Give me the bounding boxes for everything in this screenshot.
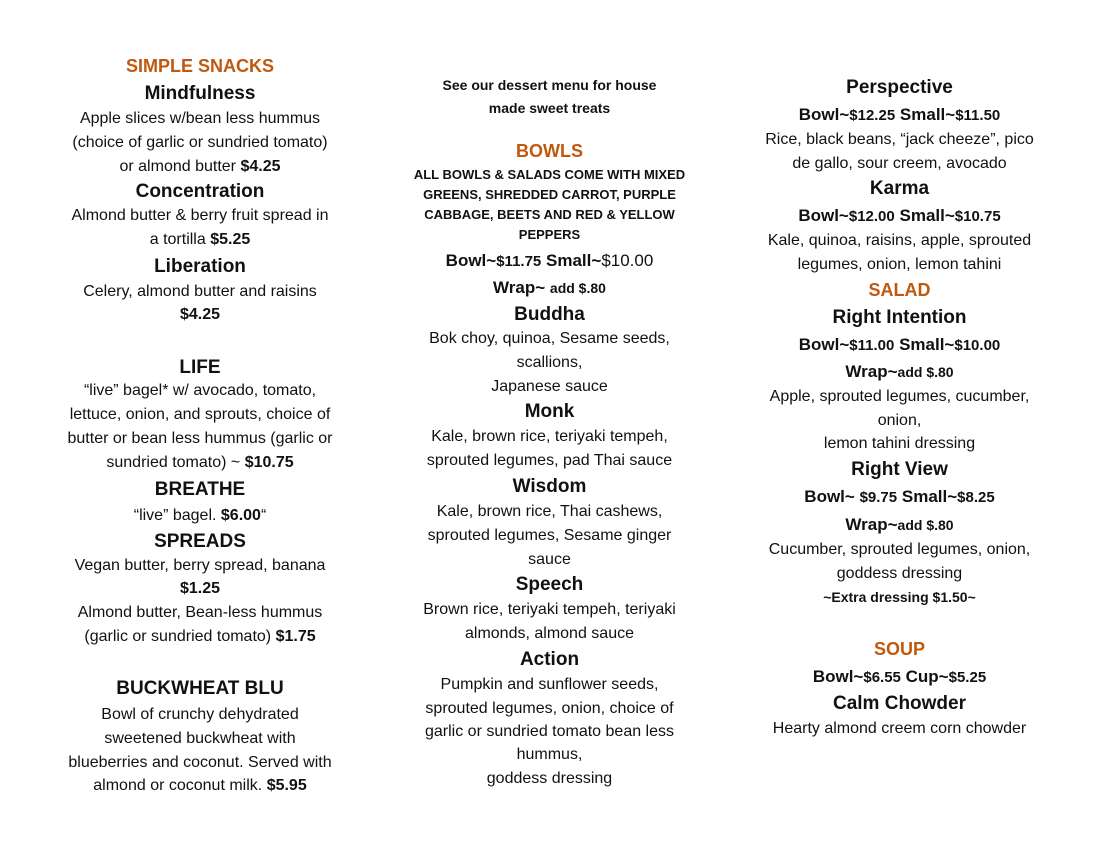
item-desc-line: Vegan butter, berry spread, banana — [74, 557, 326, 574]
item-desc-line: lettuce, onion, and sprouts, choice of — [69, 406, 331, 423]
bowl-label: Bowl~ — [798, 105, 850, 124]
item-title-speech: Speech — [515, 574, 584, 595]
bowl-price: $9.75 — [859, 489, 898, 506]
item-desc-text: sundried tomato) ~ — [106, 454, 241, 471]
item-desc-line: Apple slices w/bean less hummus — [79, 110, 321, 127]
item-desc-text: almond or coconut milk. — [93, 777, 263, 794]
bowls-note: PEPPERS — [518, 227, 581, 242]
bowl-price: $11.00 — [849, 337, 895, 354]
item-price: $10.75 — [244, 454, 294, 471]
item-desc-tail: “ — [260, 507, 267, 524]
item-title-perspective: Perspective — [846, 77, 953, 98]
bowl-label: Bowl~ — [812, 667, 864, 686]
wrap-label: Wrap~ — [493, 278, 546, 297]
small-label: Small~ — [899, 206, 955, 225]
wrap-label: Wrap~ — [845, 515, 898, 534]
item-desc-text: or almond butter — [119, 158, 236, 175]
item-desc-line: Apple, sprouted legumes, cucumber, — [769, 388, 1030, 405]
bowl-label: Bowl~ — [445, 251, 497, 270]
item-title-liberation: Liberation — [154, 256, 246, 277]
item-desc-line: garlic or sundried tomato bean less — [424, 723, 675, 740]
small-label: Small~ — [899, 105, 956, 124]
item-desc-line — [40, 628, 360, 646]
small-price: $10.00 — [601, 251, 654, 270]
item-desc-line: Bowl of crunchy dehydrated — [101, 706, 299, 723]
item-desc-line — [40, 231, 360, 249]
bowl-price-line — [392, 251, 707, 271]
section-title-salad: SALAD — [868, 280, 931, 300]
item-title-right-view: Right View — [851, 459, 948, 480]
item-title-karma: Karma — [869, 178, 930, 199]
extra-dressing-note: ~Extra dressing $1.50~ — [823, 589, 976, 605]
dessert-note: made sweet treats — [488, 100, 611, 116]
item-desc-line: sprouted legumes, Sesame ginger — [427, 527, 672, 544]
item-price: $5.25 — [210, 231, 251, 248]
item-desc-line: sauce — [528, 551, 571, 568]
item-desc-line: almonds, almond sauce — [465, 625, 634, 642]
bowl-price: $12.00 — [848, 208, 895, 225]
bowl-price-line — [742, 487, 1057, 507]
item-desc-line: de gallo, sour creem, avocado — [792, 155, 1007, 172]
section-title-simple-snacks: SIMPLE SNACKS — [125, 56, 275, 76]
item-title-mindfulness: Mindfulness — [144, 83, 256, 104]
item-title-buddha: Buddha — [514, 304, 585, 325]
item-title-monk: Monk — [524, 401, 575, 422]
soup-price-line — [742, 667, 1057, 687]
item-desc-line: Cucumber, sprouted legumes, onion, — [768, 541, 1031, 558]
item-price: $4.25 — [240, 158, 281, 175]
item-desc-line: blueberries and coconut. Served with — [68, 754, 332, 771]
item-desc-line: Kale, brown rice, Thai cashews, — [436, 503, 663, 520]
item-desc-text: a tortilla — [149, 231, 206, 248]
bowl-price: $11.75 — [496, 253, 542, 270]
small-price: $8.25 — [957, 489, 995, 506]
small-label: Small~ — [546, 251, 602, 270]
item-title-concentration: Concentration — [135, 181, 265, 202]
bowl-price: $6.55 — [863, 669, 901, 686]
wrap-add-price: add $.80 — [897, 517, 954, 533]
item-title-wisdom: Wisdom — [512, 476, 587, 497]
item-desc-line: Pumpkin and sunflower seeds, — [440, 676, 659, 693]
item-title-life: LIFE — [179, 357, 221, 378]
item-desc-line: onion, — [877, 412, 922, 429]
wrap-price-line — [742, 515, 1057, 535]
item-desc-line — [40, 777, 360, 795]
item-price: $1.75 — [275, 628, 316, 645]
item-desc-text: (garlic or sundried tomato) — [84, 628, 272, 645]
item-desc-line: Celery, almond butter and raisins — [83, 283, 317, 300]
wrap-add-price: add $.80 — [897, 364, 954, 380]
small-label: Small~ — [901, 487, 958, 506]
small-label: Small~ — [899, 335, 955, 354]
item-price: $6.00 — [220, 507, 261, 524]
item-desc-line — [40, 158, 360, 176]
item-desc-line: Bok choy, quinoa, Sesame seeds, — [429, 330, 670, 347]
cup-label: Cup~ — [905, 667, 949, 686]
item-desc-line: scallions, — [516, 354, 583, 371]
bowls-note: CABBAGE, BEETS AND RED & YELLOW — [424, 207, 675, 222]
item-desc-line: Kale, brown rice, teriyaki tempeh, — [431, 428, 668, 445]
item-desc-line: “live” bagel* w/ avocado, tomato, — [83, 382, 317, 399]
item-title-buckwheat-blu: BUCKWHEAT BLU — [116, 678, 284, 699]
bowl-label: Bowl~ — [804, 487, 855, 506]
item-desc-line: Japanese sauce — [491, 378, 608, 395]
item-desc-line: Brown rice, teriyaki tempeh, teriyaki — [423, 601, 676, 618]
bowl-price-line — [742, 335, 1057, 355]
section-title-bowls: BOWLS — [516, 141, 583, 161]
item-desc-line: goddess dressing — [486, 770, 613, 787]
item-desc-line: sweetened buckwheat with — [104, 730, 296, 747]
dessert-note: See our dessert menu for house — [442, 77, 657, 93]
item-title-right-intention: Right Intention — [832, 307, 967, 328]
item-desc-line: sprouted legumes, pad Thai sauce — [426, 452, 673, 469]
bowl-price: $12.25 — [849, 107, 896, 124]
bowls-note: GREENS, SHREDDED CARROT, PURPLE — [423, 187, 676, 202]
bowls-note: ALL BOWLS & SALADS COME WITH MIXED — [413, 167, 686, 182]
item-desc-line: Kale, quinoa, raisins, apple, sprouted — [767, 232, 1032, 249]
item-desc-line: Rice, black beans, “jack cheeze”, pico — [765, 131, 1034, 148]
wrap-label: Wrap~ — [845, 362, 898, 381]
item-desc-line — [40, 507, 360, 525]
wrap-add-price: add $.80 — [549, 280, 606, 296]
item-desc-line: Almond butter & berry fruit spread in — [71, 207, 329, 224]
cup-price: $5.25 — [948, 669, 987, 686]
item-title-action: Action — [519, 649, 580, 670]
item-desc-line: lemon tahini dressing — [823, 435, 976, 452]
item-desc-line: Hearty almond creem corn chowder — [772, 720, 1027, 737]
item-title-breathe: BREATHE — [154, 479, 246, 500]
item-title-calm-chowder: Calm Chowder — [832, 693, 967, 714]
wrap-price-line — [392, 278, 707, 298]
item-desc-line: goddess dressing — [836, 565, 963, 582]
bowl-price-line — [742, 105, 1057, 125]
item-price: $5.95 — [266, 777, 307, 794]
item-desc-line: hummus, — [516, 746, 583, 763]
item-desc-line: butter or bean less hummus (garlic or — [67, 430, 333, 447]
small-price: $10.75 — [954, 208, 1001, 225]
item-desc-line: legumes, onion, lemon tahini — [797, 256, 1002, 273]
item-desc-line: (choice of garlic or sundried tomato) — [72, 134, 328, 151]
bowl-label: Bowl~ — [798, 335, 850, 354]
item-desc-text: “live” bagel. — [133, 507, 217, 524]
bowl-label: Bowl~ — [798, 206, 849, 225]
item-desc-line — [40, 454, 360, 472]
small-price: $10.00 — [954, 337, 1001, 354]
small-price: $11.50 — [955, 107, 1001, 124]
item-desc-line: Almond butter, Bean-less hummus — [77, 604, 323, 621]
item-desc-line: sprouted legumes, onion, choice of — [425, 700, 674, 717]
wrap-price-line — [742, 362, 1057, 382]
item-price: $4.25 — [179, 306, 221, 323]
item-title-spreads: SPREADS — [154, 531, 246, 552]
bowl-price-line — [742, 206, 1057, 226]
section-title-soup: SOUP — [873, 639, 925, 659]
item-price: $1.25 — [179, 580, 221, 597]
